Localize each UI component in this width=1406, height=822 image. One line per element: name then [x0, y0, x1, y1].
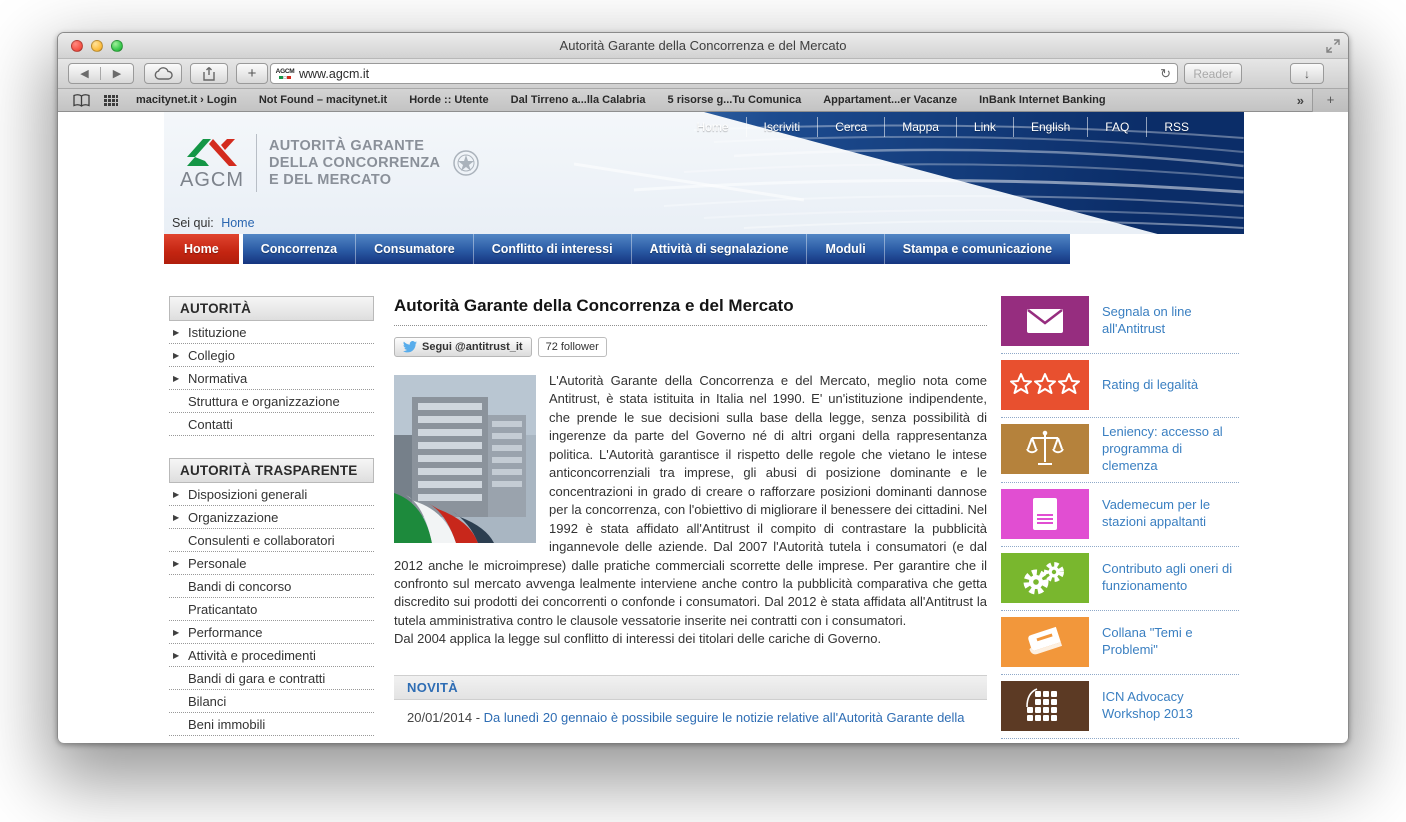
tab-conflitto-di-interessi[interactable]: Conflitto di interessi	[474, 234, 632, 264]
tab-moduli[interactable]: Moduli	[807, 234, 884, 264]
quicklink-label[interactable]: Rating di legalità	[1102, 376, 1199, 392]
reader-button[interactable]: Reader	[1184, 63, 1242, 84]
twitter-follow-button[interactable]: Segui @antitrust_it	[394, 337, 532, 357]
utility-nav	[680, 117, 1206, 137]
sidebar-item-personale[interactable]: ▶ Personale	[169, 552, 374, 575]
downloads-button[interactable]	[1290, 63, 1324, 84]
share-icon	[201, 66, 217, 82]
envelope-icon	[1001, 296, 1089, 346]
news-section-header: NOVITÀ	[394, 675, 987, 700]
quicklink-label[interactable]: Segnala on line all'Antitrust	[1102, 304, 1192, 336]
fullscreen-icon[interactable]	[1326, 39, 1340, 53]
tab-attivita-di-segnalazione[interactable]: Attività di segnalazione	[632, 234, 808, 264]
quicklink-collana[interactable]	[1001, 611, 1239, 675]
sidebar-item-consulenti[interactable]: Consulenti e collaboratori	[169, 529, 374, 552]
new-tab-button[interactable]: +	[236, 63, 268, 84]
main-content	[394, 296, 987, 743]
tab-stampa-e-comunicazione[interactable]: Stampa e comunicazione	[885, 234, 1070, 264]
sidebar-item-normativa[interactable]: ▶ Normativa	[169, 367, 374, 390]
back-button[interactable]: ◀	[69, 67, 101, 80]
browser-toolbar	[58, 59, 1348, 89]
arrow-right-icon: ▶	[173, 558, 180, 568]
agcm-acronym: AGCM	[180, 168, 244, 191]
quicklink-label[interactable]: Vademecum per le stazioni appaltanti	[1102, 496, 1211, 529]
news-link[interactable]: Da lunedì 20 gennaio è possibile seguire le notizie relative all'Autorità Garante della	[483, 709, 965, 725]
utility-nav-rss[interactable]: RSS	[1146, 117, 1206, 137]
stars-icon	[1001, 360, 1089, 410]
arrow-right-icon: ▶	[173, 650, 180, 660]
tab-consumatore[interactable]: Consumatore	[356, 234, 474, 264]
sidebar-section-autorita-trasparente	[169, 458, 374, 736]
twitter-widget	[394, 337, 987, 357]
sidebar-item-istituzione[interactable]: ▶ Istituzione	[169, 321, 374, 344]
url-text[interactable]: www.agcm.it	[299, 66, 370, 81]
download-icon: ↓	[1304, 66, 1310, 81]
bookmark-item[interactable]: Horde :: Utente	[409, 94, 489, 106]
open-book-icon	[73, 94, 90, 107]
article-body	[394, 372, 987, 649]
article-paragraph-1: L'Autorità Garante della Concorrenza e del Mercato, meglio nota come Antitrust, è stata istituita in Italia nel 1990. E' un'istituzione indipendente, che prende le sue decisioni sulla base della legge, senza possibilità di ingerenze da parte del Governo né di altri organi della rappresentanza politica. L'Autorità garantisce il rispetto delle regole che vietano le intese anticoncorrenziali tra imprese, gli abusi di posizione dominante e le concentrazioni in grado di creare o rafforzare posizioni dominanti dannose per la concorrenza, con l'obiettivo di migliorare il benessere dei cittadini. Nel 1992 è stata affidato all'Antitrust il compito di contrastare la pubblicità ingannevole delle aziende. Dal 2007 l'Autorità tutela i consumatori (e dal 2012 anche le microimprese) dalle pratiche commerciali scorrette delle imprese. Per garantire che il confronto sul mercato avvenga lealmente interviene anche contro la pubblicità comparativa che getta discredito sui prodotti dei concorrenti o confonde i consumatori. Dal 2012 è stata affidata all'Antitrust la tutela amministrativa contro le clausole vessatorie inserite nei contratti con i consumatori.	[394, 373, 987, 628]
bookmark-item[interactable]: Not Found – macitynet.it	[258, 94, 388, 106]
sidebar-item-contatti[interactable]: Contatti	[169, 413, 374, 436]
window-controls	[71, 40, 123, 52]
breadcrumb	[172, 216, 255, 230]
breadcrumb-home-link[interactable]: Home	[221, 216, 255, 230]
bookmarks-sidebar-button[interactable]	[73, 94, 90, 107]
agcm-chevrons-icon	[183, 135, 241, 171]
sidebar-item-struttura[interactable]: Struttura e organizzazione	[169, 390, 374, 413]
quicklink-vademecum[interactable]	[1001, 483, 1239, 547]
agcm-logo-mark	[180, 135, 244, 192]
arrow-right-icon: ▶	[173, 512, 180, 522]
sidebar-item-collegio[interactable]: ▶ Collegio	[169, 344, 374, 367]
sidebar-item-beni-immobili[interactable]: Beni immobili	[169, 713, 374, 736]
bookmark-item[interactable]: macitynet.it › Login	[136, 94, 237, 106]
republic-emblem-icon	[450, 146, 482, 180]
bookmarks-bar	[58, 89, 1348, 112]
utility-nav-home[interactable]: Home	[696, 120, 729, 134]
arrow-right-icon: ▶	[173, 350, 180, 360]
news-item[interactable]: 20/01/2014 - Da lunedì 20 gennaio è possibile seguire le notizie relative all'Autorità Garante della	[407, 709, 965, 725]
title-bar	[58, 33, 1348, 59]
sidebar-item-bandi-di-gara[interactable]: Bandi di gara e contratti	[169, 667, 374, 690]
tab-concorrenza[interactable]: Concorrenza	[243, 234, 356, 264]
scales-icon	[1001, 424, 1089, 474]
gears-icon	[1001, 553, 1089, 603]
zoom-window-button[interactable]	[111, 40, 123, 52]
quicklink-icn-workshop[interactable]	[1001, 675, 1239, 739]
quicklink-label[interactable]: Contributo agli oneri di funzionamento	[1102, 560, 1233, 593]
quicklink-leniency[interactable]	[1001, 418, 1239, 483]
arrow-right-icon: ▶	[173, 327, 180, 337]
grid-icon	[104, 95, 118, 106]
forward-button[interactable]: ▶	[112, 68, 122, 80]
document-icon	[1001, 489, 1089, 539]
quicklink-label[interactable]: Collana "Temi e Problemi"	[1102, 624, 1193, 657]
history-nav-group	[68, 63, 134, 84]
building-icon	[1001, 681, 1089, 731]
web-page	[58, 112, 1348, 743]
minimize-window-button[interactable]	[91, 40, 103, 52]
top-sites-button[interactable]	[104, 95, 118, 106]
arrow-right-icon: ▶	[173, 627, 180, 637]
arrow-right-icon: ▶	[173, 489, 180, 499]
utility-nav-mappa[interactable]: Mappa	[884, 117, 956, 137]
twitter-bird-icon	[403, 341, 417, 353]
breadcrumb-prefix: Sei qui:	[172, 216, 214, 230]
quicklink-label[interactable]: ICN Advocacy Workshop 2013	[1102, 688, 1193, 721]
share-button[interactable]	[190, 63, 228, 84]
utility-nav-link[interactable]: Link	[956, 117, 1013, 137]
utility-nav-faq[interactable]: FAQ	[1087, 117, 1146, 137]
bookmarks-overflow-chevron[interactable]: »	[1296, 92, 1304, 108]
quicklink-segnala-online[interactable]	[1001, 296, 1239, 354]
quicklink-rating-legalita[interactable]	[1001, 354, 1239, 418]
sidebar-item-attivita-e-procedimenti[interactable]: ▶ Attività e procedimenti	[169, 644, 374, 667]
site-header-banner	[164, 112, 1244, 234]
arrow-right-icon: ▶	[173, 373, 180, 383]
twitter-follower-count: 72 follower	[538, 337, 607, 357]
reload-icon[interactable]: ↻	[1160, 65, 1171, 81]
bookmark-item[interactable]: Appartament...er Vacanze	[823, 94, 958, 106]
sidebar-item-disposizioni-generali[interactable]: ▶ Disposizioni generali	[169, 483, 374, 506]
quicklink-contributo[interactable]	[1001, 547, 1239, 611]
sidebar-item-praticantato[interactable]: Praticantato	[169, 598, 374, 621]
agcm-full-name: AUTORITÀ GARANTE DELLA CONCORRENZA E DEL MERCATO	[269, 137, 441, 188]
icloud-tabs-button[interactable]	[144, 63, 182, 84]
news-date: 20/01/2014	[407, 709, 473, 725]
sidebar-section-title: AUTORITÀ TRASPARENTE	[169, 458, 374, 483]
window-title: Autorità Garante della Concorrenza e del Mercato	[559, 38, 847, 53]
quicklink-label[interactable]: Leniency: accesso al programma di clemenza	[1102, 424, 1223, 473]
site-favicon: AGCM	[277, 66, 293, 82]
address-bar[interactable]	[270, 63, 1178, 84]
agcm-building-photo	[394, 375, 536, 543]
bookmark-item[interactable]: 5 risorse g...Tu Comunica	[667, 94, 802, 106]
sidebar-item-bandi-di-concorso[interactable]: Bandi di concorso	[169, 575, 374, 598]
page-title: Autorità Garante della Concorrenza e del Mercato	[394, 296, 987, 326]
sidebar-item-organizzazione[interactable]: ▶ Organizzazione	[169, 506, 374, 529]
book-icon	[1001, 617, 1089, 667]
tab-home[interactable]: Home	[164, 234, 239, 264]
agcm-logo[interactable]	[180, 134, 482, 192]
article-paragraph-2: Dal 2004 applica la legge sul conflitto di interessi dei titolari delle cariche di Governo.	[394, 631, 882, 647]
tab-bar-new-tab-button[interactable]: +	[1312, 89, 1348, 112]
cloud-icon	[154, 67, 173, 80]
utility-nav-cerca[interactable]: Cerca	[817, 117, 884, 137]
browser-window	[57, 32, 1349, 743]
sidebar-section-title: AUTORITÀ	[169, 296, 374, 321]
sidebar-item-performance[interactable]: ▶ Performance	[169, 621, 374, 644]
utility-nav-english[interactable]: English	[1013, 117, 1087, 137]
utility-nav-iscriviti[interactable]: Iscriviti	[746, 117, 818, 137]
close-window-button[interactable]	[71, 40, 83, 52]
quick-links-sidebar	[1001, 296, 1239, 743]
bookmark-item[interactable]: InBank Internet Banking	[979, 94, 1106, 106]
main-nav	[164, 234, 1244, 264]
left-sidebar	[169, 296, 374, 743]
sidebar-section-autorita	[169, 296, 374, 436]
logo-divider	[256, 134, 257, 192]
sidebar-item-bilanci[interactable]: Bilanci	[169, 690, 374, 713]
bookmark-item[interactable]: Dal Tirreno a...lla Calabria	[510, 94, 646, 106]
